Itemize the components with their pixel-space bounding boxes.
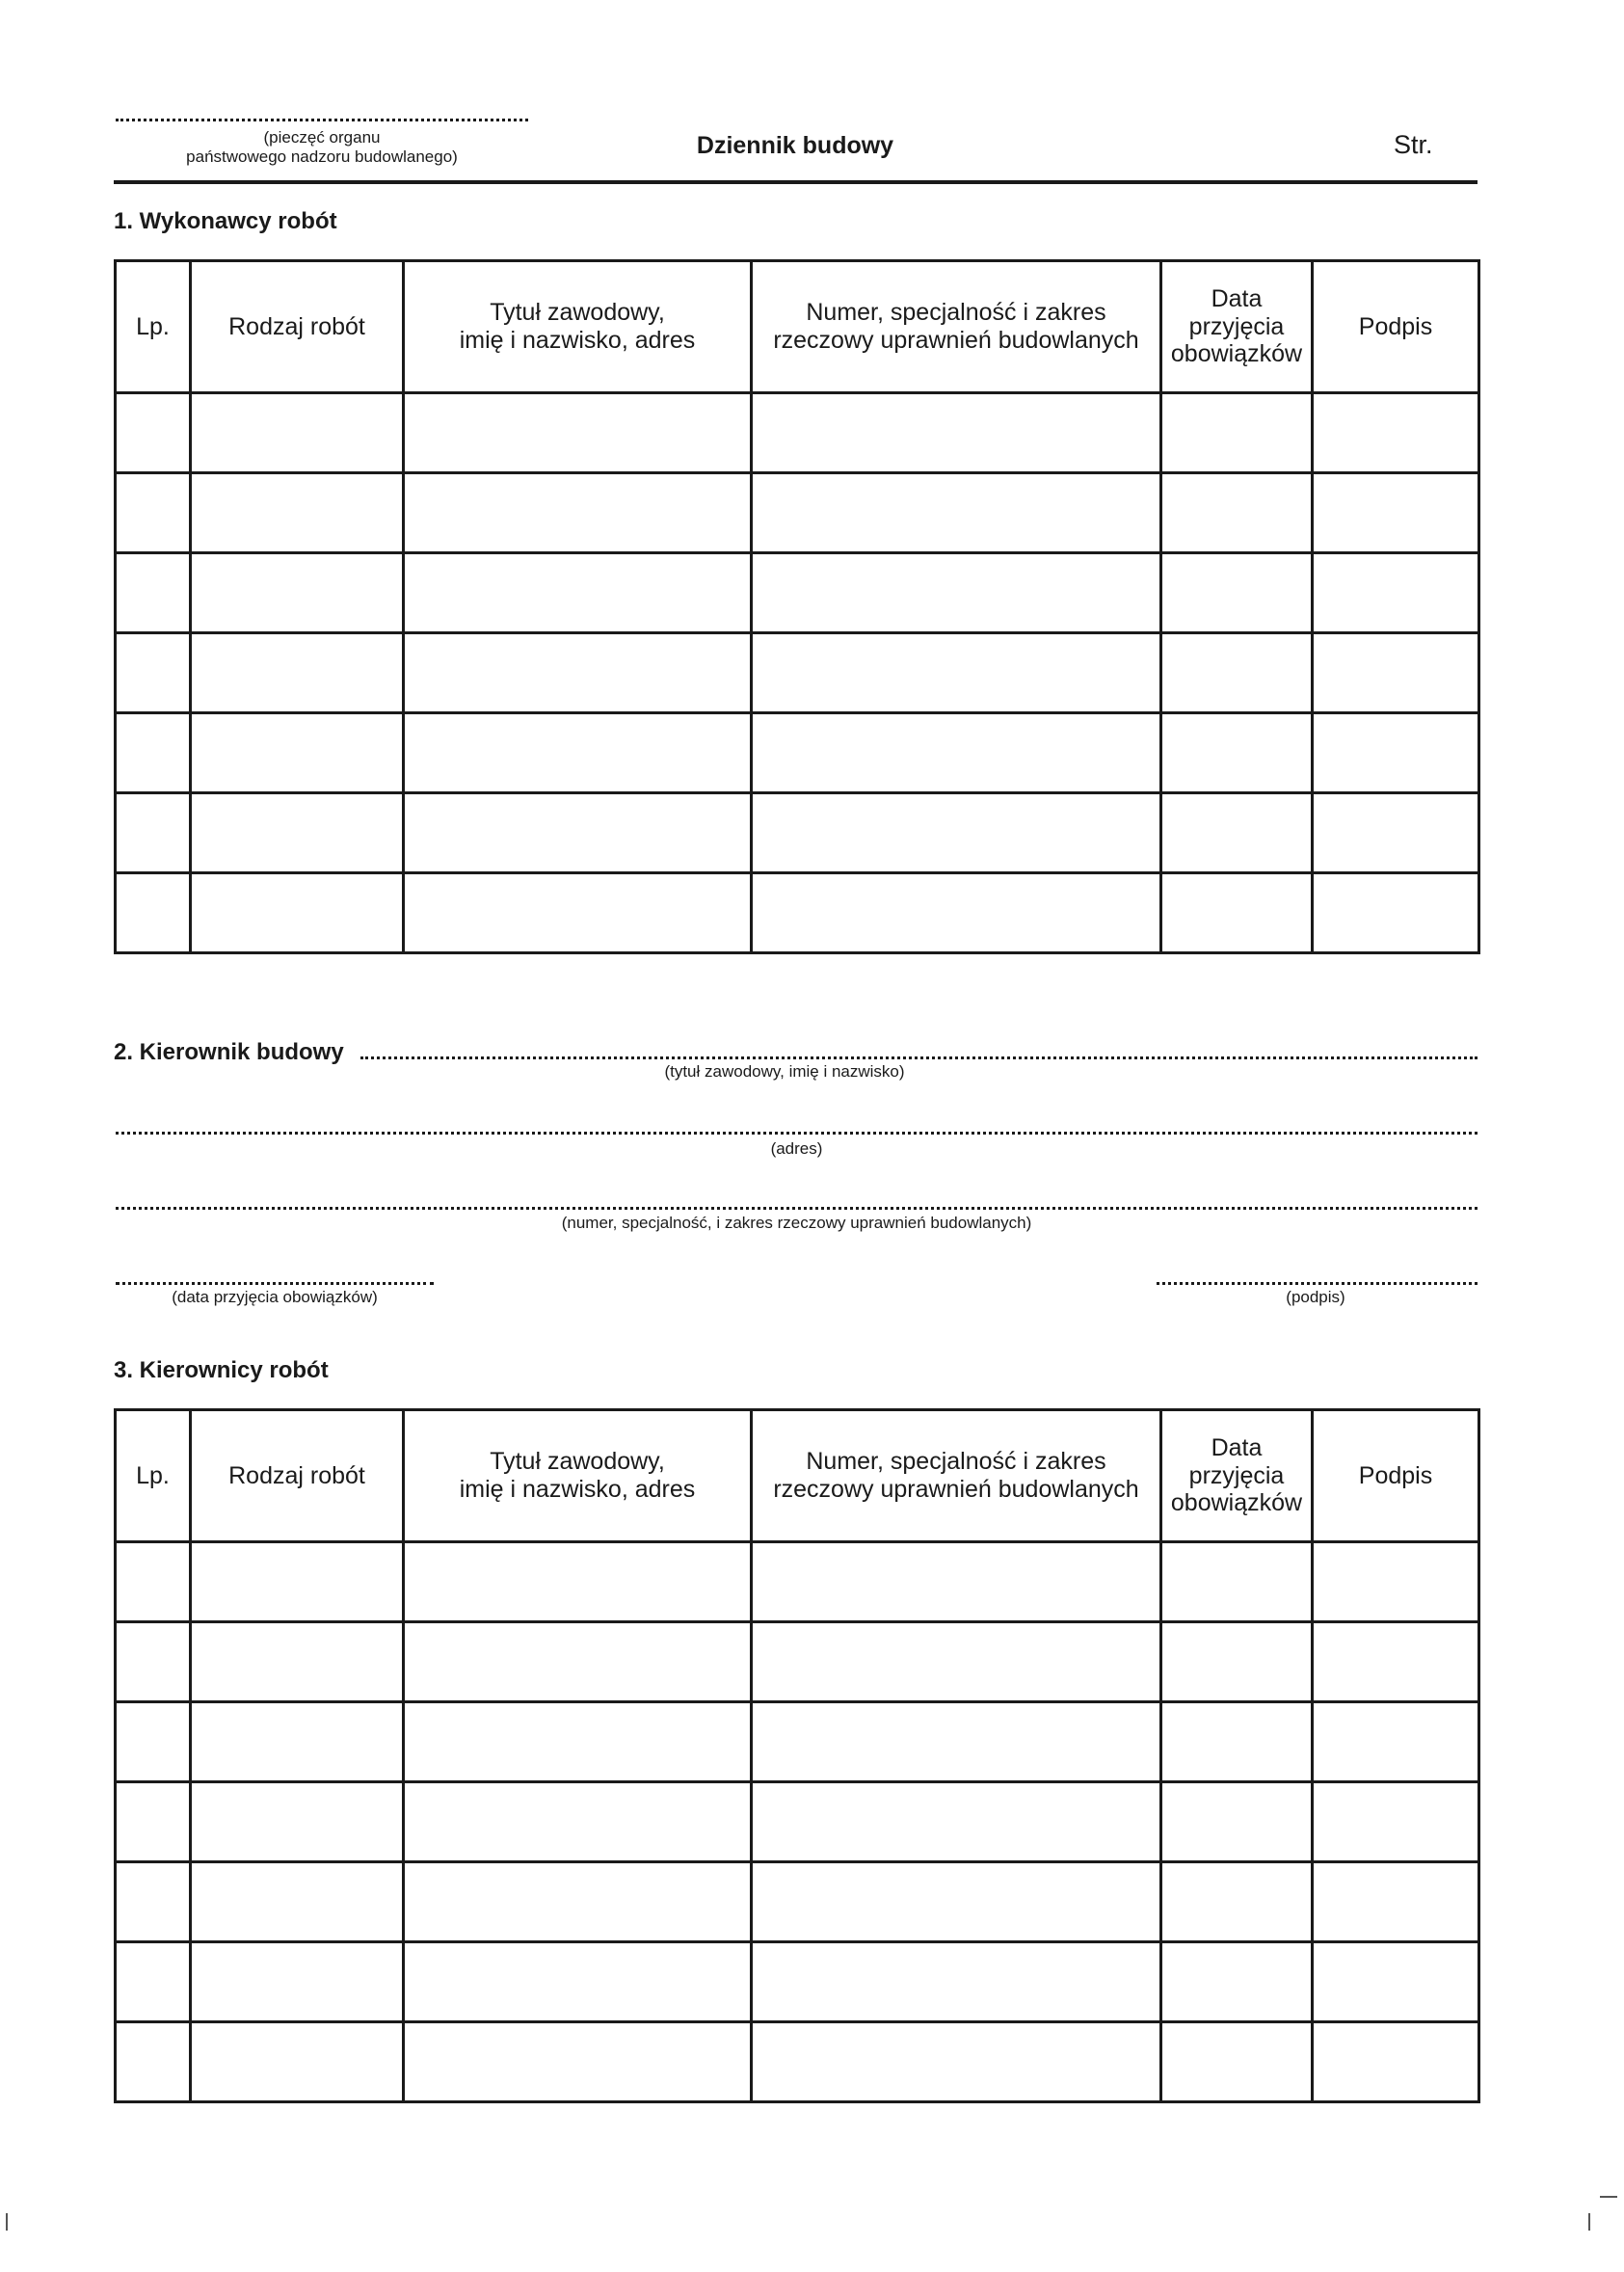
cell-name[interactable] <box>404 793 752 873</box>
site-manager-address-field[interactable] <box>116 1132 1478 1135</box>
table-header-row <box>116 261 1479 393</box>
cell-work-type[interactable] <box>191 633 404 713</box>
cell-signature[interactable] <box>1313 553 1479 633</box>
cell-signature[interactable] <box>1313 473 1479 553</box>
cell-permissions[interactable] <box>752 1622 1161 1702</box>
cell-permissions[interactable] <box>752 1862 1161 1942</box>
contractors-table <box>114 259 1480 954</box>
cell-work-type[interactable] <box>191 1942 404 2022</box>
table-header-row <box>116 1410 1479 1542</box>
cell-signature[interactable] <box>1313 1862 1479 1942</box>
cell-work-type[interactable] <box>191 793 404 873</box>
site-manager-signature-label: (podpis) <box>1286 1288 1345 1306</box>
cell-name[interactable] <box>404 1622 752 1702</box>
cell-lp[interactable] <box>116 2022 191 2102</box>
cell-permissions[interactable] <box>752 1942 1161 2022</box>
cell-work-type[interactable] <box>191 1702 404 1782</box>
cell-permissions[interactable] <box>752 1702 1161 1782</box>
cell-date[interactable] <box>1161 473 1313 553</box>
crop-mark <box>1588 2213 1590 2231</box>
cell-permissions[interactable] <box>752 793 1161 873</box>
cell-signature[interactable] <box>1313 1622 1479 1702</box>
column-header-signature: Podpis <box>1313 261 1479 393</box>
cell-name[interactable] <box>404 553 752 633</box>
cell-date[interactable] <box>1161 633 1313 713</box>
cell-date[interactable] <box>1161 1702 1313 1782</box>
cell-signature[interactable] <box>1313 393 1479 473</box>
cell-date[interactable] <box>1161 393 1313 473</box>
cell-lp[interactable] <box>116 1702 191 1782</box>
column-header-work-type: Rodzaj robót <box>191 261 404 393</box>
stamp-dotted-line <box>116 119 528 121</box>
table-row <box>116 793 1479 873</box>
cell-lp[interactable] <box>116 793 191 873</box>
column-header-permissions: Numer, specjalność i zakres rzeczowy uprawnień budowlanych <box>752 261 1161 393</box>
cell-permissions[interactable] <box>752 1542 1161 1622</box>
cell-signature[interactable] <box>1313 1942 1479 2022</box>
cell-permissions[interactable] <box>752 873 1161 953</box>
cell-lp[interactable] <box>116 633 191 713</box>
table-row <box>116 713 1479 793</box>
cell-permissions[interactable] <box>752 2022 1161 2102</box>
column-header-work-type: Rodzaj robót <box>191 1410 404 1542</box>
cell-signature[interactable] <box>1313 1702 1479 1782</box>
table-row <box>116 1542 1479 1622</box>
cell-date[interactable] <box>1161 793 1313 873</box>
cell-name[interactable] <box>404 873 752 953</box>
cell-permissions[interactable] <box>752 393 1161 473</box>
crop-mark <box>6 2213 8 2231</box>
cell-date[interactable] <box>1161 1782 1313 1862</box>
cell-name[interactable] <box>404 713 752 793</box>
cell-signature[interactable] <box>1313 1542 1479 1622</box>
cell-name[interactable] <box>404 1782 752 1862</box>
cell-lp[interactable] <box>116 393 191 473</box>
cell-signature[interactable] <box>1313 633 1479 713</box>
site-manager-date-label: (data przyjęcia obowiązków) <box>172 1288 378 1306</box>
cell-work-type[interactable] <box>191 1542 404 1622</box>
column-header-lp: Lp. <box>116 261 191 393</box>
site-manager-name-field[interactable] <box>360 1056 1478 1059</box>
cell-name[interactable] <box>404 393 752 473</box>
cell-name[interactable] <box>404 2022 752 2102</box>
cell-signature[interactable] <box>1313 713 1479 793</box>
cell-signature[interactable] <box>1313 873 1479 953</box>
site-manager-permissions-label: (numer, specjalność, i zakres rzeczowy uprawnień budowlanych) <box>561 1214 1032 1232</box>
cell-signature[interactable] <box>1313 1782 1479 1862</box>
cell-name[interactable] <box>404 473 752 553</box>
cell-date[interactable] <box>1161 1622 1313 1702</box>
table-row <box>116 1782 1479 1862</box>
table-row <box>116 633 1479 713</box>
cell-name[interactable] <box>404 633 752 713</box>
column-header-lp: Lp. <box>116 1410 191 1542</box>
table-row <box>116 1702 1479 1782</box>
header-rule <box>114 180 1478 184</box>
cell-work-type[interactable] <box>191 393 404 473</box>
cell-lp[interactable] <box>116 1862 191 1942</box>
stamp-label-line1: (pieczęć organu <box>263 128 381 147</box>
cell-work-type[interactable] <box>191 1622 404 1702</box>
column-header-signature: Podpis <box>1313 1410 1479 1542</box>
cell-lp[interactable] <box>116 1542 191 1622</box>
cell-name[interactable] <box>404 1942 752 2022</box>
column-header-date: Data przyjęcia obowiązków <box>1161 261 1313 393</box>
column-header-permissions: Numer, specjalność i zakres rzeczowy uprawnień budowlanych <box>752 1410 1161 1542</box>
cell-name[interactable] <box>404 1862 752 1942</box>
cell-date[interactable] <box>1161 873 1313 953</box>
table-row <box>116 2022 1479 2102</box>
site-manager-signature-field[interactable] <box>1157 1282 1478 1285</box>
stamp-label-line2: państwowego nadzoru budowlanego) <box>186 147 458 166</box>
section3-heading: 3. Kierownicy robót <box>114 1357 329 1383</box>
document-title: Dziennik budowy <box>696 132 894 159</box>
site-manager-permissions-field[interactable] <box>116 1207 1478 1210</box>
section2-heading: 2. Kierownik budowy <box>114 1039 344 1065</box>
cell-work-type[interactable] <box>191 553 404 633</box>
cell-lp[interactable] <box>116 1942 191 2022</box>
cell-date[interactable] <box>1161 713 1313 793</box>
cell-date[interactable] <box>1161 1542 1313 1622</box>
cell-name[interactable] <box>404 1542 752 1622</box>
table-row <box>116 1862 1479 1942</box>
cell-permissions[interactable] <box>752 713 1161 793</box>
cell-lp[interactable] <box>116 1622 191 1702</box>
cell-permissions[interactable] <box>752 473 1161 553</box>
cell-lp[interactable] <box>116 553 191 633</box>
column-header-name: Tytuł zawodowy, imię i nazwisko, adres <box>404 1410 752 1542</box>
stamp-label <box>116 128 528 167</box>
table-row <box>116 553 1479 633</box>
table-row <box>116 1622 1479 1702</box>
cell-signature[interactable] <box>1313 793 1479 873</box>
cell-date[interactable] <box>1161 1942 1313 2022</box>
cell-work-type[interactable] <box>191 1862 404 1942</box>
table-row <box>116 393 1479 473</box>
cell-lp[interactable] <box>116 1782 191 1862</box>
cell-permissions[interactable] <box>752 1782 1161 1862</box>
cell-lp[interactable] <box>116 473 191 553</box>
column-header-name: Tytuł zawodowy, imię i nazwisko, adres <box>404 261 752 393</box>
cell-lp[interactable] <box>116 873 191 953</box>
site-manager-name-label: (tytuł zawodowy, imię i nazwisko) <box>664 1062 905 1081</box>
cell-lp[interactable] <box>116 713 191 793</box>
cell-work-type[interactable] <box>191 713 404 793</box>
cell-work-type[interactable] <box>191 473 404 553</box>
cell-work-type[interactable] <box>191 1782 404 1862</box>
table-row <box>116 873 1479 953</box>
table-row <box>116 1942 1479 2022</box>
site-manager-address-label: (adres) <box>770 1139 823 1158</box>
cell-work-type[interactable] <box>191 873 404 953</box>
cell-permissions[interactable] <box>752 633 1161 713</box>
column-header-date: Data przyjęcia obowiązków <box>1161 1410 1313 1542</box>
work-managers-table <box>114 1408 1480 2103</box>
cell-date[interactable] <box>1161 1862 1313 1942</box>
page-number-label: Str. <box>1394 130 1433 159</box>
cell-date[interactable] <box>1161 2022 1313 2102</box>
cell-permissions[interactable] <box>752 553 1161 633</box>
table-row <box>116 473 1479 553</box>
site-manager-date-field[interactable] <box>116 1282 434 1285</box>
section1-heading: 1. Wykonawcy robót <box>114 208 337 234</box>
crop-mark <box>1600 2196 1617 2198</box>
cell-date[interactable] <box>1161 553 1313 633</box>
cell-signature[interactable] <box>1313 2022 1479 2102</box>
cell-work-type[interactable] <box>191 2022 404 2102</box>
cell-name[interactable] <box>404 1702 752 1782</box>
